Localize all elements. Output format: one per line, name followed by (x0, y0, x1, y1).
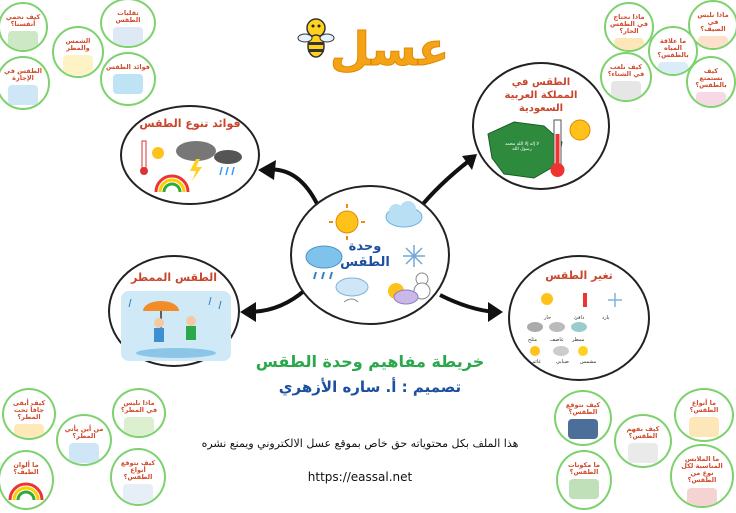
rain-cloud-icon (306, 246, 342, 279)
child-icon (186, 316, 196, 340)
rainbow-icon (6, 478, 46, 500)
small-circle-tr-4[interactable] (600, 52, 652, 102)
benefits-circle[interactable] (120, 105, 260, 205)
illustration-icon (113, 74, 143, 94)
rainy-illustration (121, 291, 231, 361)
small-circle-bl-3[interactable] (56, 414, 112, 466)
small-circle-bl-2[interactable] (112, 388, 166, 438)
small-circle-label: فوائد الطقس (106, 63, 150, 71)
small-circle-label: ماذا نلبس في المطر؟ (120, 399, 158, 415)
illustration-icon (69, 443, 99, 463)
rainbow-icon (156, 176, 188, 192)
illustration-icon (14, 424, 44, 438)
saudi-circle[interactable] (472, 62, 610, 190)
illustration-icon (689, 417, 719, 437)
small-circle-label: كيف نلعب في الشتاء؟ (607, 63, 645, 79)
small-circle-br-4[interactable] (556, 450, 612, 510)
illustration-icon (123, 484, 153, 504)
wind-cloud-icon (336, 278, 368, 302)
illustration-icon (569, 479, 599, 499)
thermometer-icon (140, 141, 148, 175)
small-circle-label: الشمس والمطر (65, 37, 91, 53)
flag-text: لا إله إلا الله محمد رسول الله (505, 142, 539, 152)
sun-icon (152, 147, 164, 159)
label-sunny: مشمس (580, 359, 597, 365)
small-circle-br-3[interactable] (614, 414, 672, 468)
illustration-icon (8, 31, 38, 50)
small-circle-label: من أين يأتي المطر؟ (64, 425, 104, 441)
small-circle-label: كيف نفهم الطقس؟ (626, 425, 660, 441)
child-icon (154, 318, 164, 342)
small-circle-tr-5[interactable] (686, 56, 736, 108)
saudi-title: الطقس في المملكة العربية السعودية (504, 77, 578, 114)
logo-text: عسل (330, 22, 450, 76)
small-circle-label: تقلبات الطقس (115, 9, 141, 25)
benefits-illustration (136, 137, 246, 197)
small-circle-br-1[interactable] (554, 390, 612, 446)
small-circle-label: كيف نتوقع الطقس؟ (565, 401, 601, 417)
center-title: وحدة الطقس (340, 239, 390, 270)
small-circle-label: ماذا نلبس في الصيف؟ (697, 11, 729, 34)
small-circle-label: ما أنواع الطقس؟ (689, 399, 719, 415)
map-title: خريطة مفاهيم وحدة الطقس (255, 352, 485, 371)
illustration-icon (611, 81, 641, 100)
illustration-icon (628, 443, 658, 463)
arrow-head-change (488, 302, 503, 322)
rainy-title: الطقس الممطر (130, 271, 218, 284)
small-circle-label: ما مكونات الطقس؟ (567, 461, 601, 477)
illustration-icon (63, 55, 93, 75)
rain-icon (214, 150, 242, 175)
arrow-head-saudi (462, 154, 477, 170)
label-hot: حار (544, 315, 552, 321)
center-circle[interactable] (290, 185, 450, 325)
small-circle-tl-5[interactable] (100, 52, 156, 106)
designer: تصميم : أ. ساره الأزهري (278, 378, 462, 396)
benefits-title: فوائد تنوع الطقس (139, 117, 241, 130)
arrow-head-rainy (240, 302, 256, 322)
small-circle-tl-2[interactable] (100, 0, 156, 48)
small-circle-label: كيف نستمتع بالطقس؟ (695, 67, 727, 90)
label-cold: بارد (602, 315, 610, 321)
small-circle-bl-5[interactable] (110, 448, 166, 506)
small-circle-bl-1[interactable] (2, 388, 56, 440)
small-circle-bl-4[interactable] (0, 450, 54, 510)
small-circle-label: كيف أبقى جافاً تحت المطر؟ (12, 399, 46, 422)
small-circle-br-5[interactable] (670, 444, 734, 508)
site-url[interactable]: https://eassal.net (307, 470, 413, 484)
small-circle-label: كيف نتوقع أنواع الطقس؟ (120, 459, 156, 482)
cloud-icon (386, 201, 422, 227)
storm-cloud-icon (176, 141, 216, 181)
illustration-icon (614, 38, 644, 50)
label-foggy: ضبابي (556, 359, 569, 365)
change-illustration (521, 289, 641, 365)
small-circle-label: ما ألوان الطيف؟ (13, 461, 39, 477)
illustration-icon (568, 419, 598, 439)
sun-cloud-icon (388, 283, 418, 304)
label-windy: عاصف (550, 337, 564, 343)
small-circle-label: ماذا نحتاج في الطقس الحار؟ (610, 13, 648, 36)
small-circle-label: الطقس في الإجازة (4, 67, 42, 83)
small-circle-label: ما الملابس المناسبة لكل نوع من الطقس؟ (681, 455, 723, 485)
arrow-head-benefits (258, 160, 276, 180)
small-circle-br-2[interactable] (674, 388, 734, 442)
copyright-text: هذا الملف بكل محتوياته حق خاص بموقع عسل الالكتروني ويمنع نشره (201, 437, 519, 450)
change-circle[interactable] (508, 255, 650, 381)
illustration-icon (113, 27, 143, 46)
arrow-to-change (440, 295, 495, 312)
small-circle-tr-2[interactable] (604, 2, 654, 52)
rainy-circle[interactable] (108, 255, 240, 367)
illustration-icon (687, 488, 717, 506)
illustration-icon (8, 85, 38, 105)
small-circle-tl-1[interactable] (0, 2, 48, 52)
snowflake-icon (403, 245, 425, 267)
illustration-icon (696, 92, 726, 106)
small-circle-label: كيف نحمي أنفسنا؟ (5, 13, 41, 29)
small-circle-tl-3[interactable] (52, 26, 104, 78)
sun-icon (570, 120, 590, 140)
label-warm: دافئ (574, 315, 585, 321)
illustration-icon (658, 62, 688, 74)
illustration-icon (698, 36, 728, 48)
illustration-icon (124, 417, 154, 436)
label-snowy: مثلج (528, 337, 538, 343)
sun-icon (329, 204, 365, 240)
label-cloudy: غائم (532, 359, 541, 365)
label-rainy: ممطر (572, 337, 585, 343)
small-circle-label: ما علاقة المياه بالطقس؟ (657, 37, 689, 60)
change-title: تغير الطقس (545, 269, 613, 282)
